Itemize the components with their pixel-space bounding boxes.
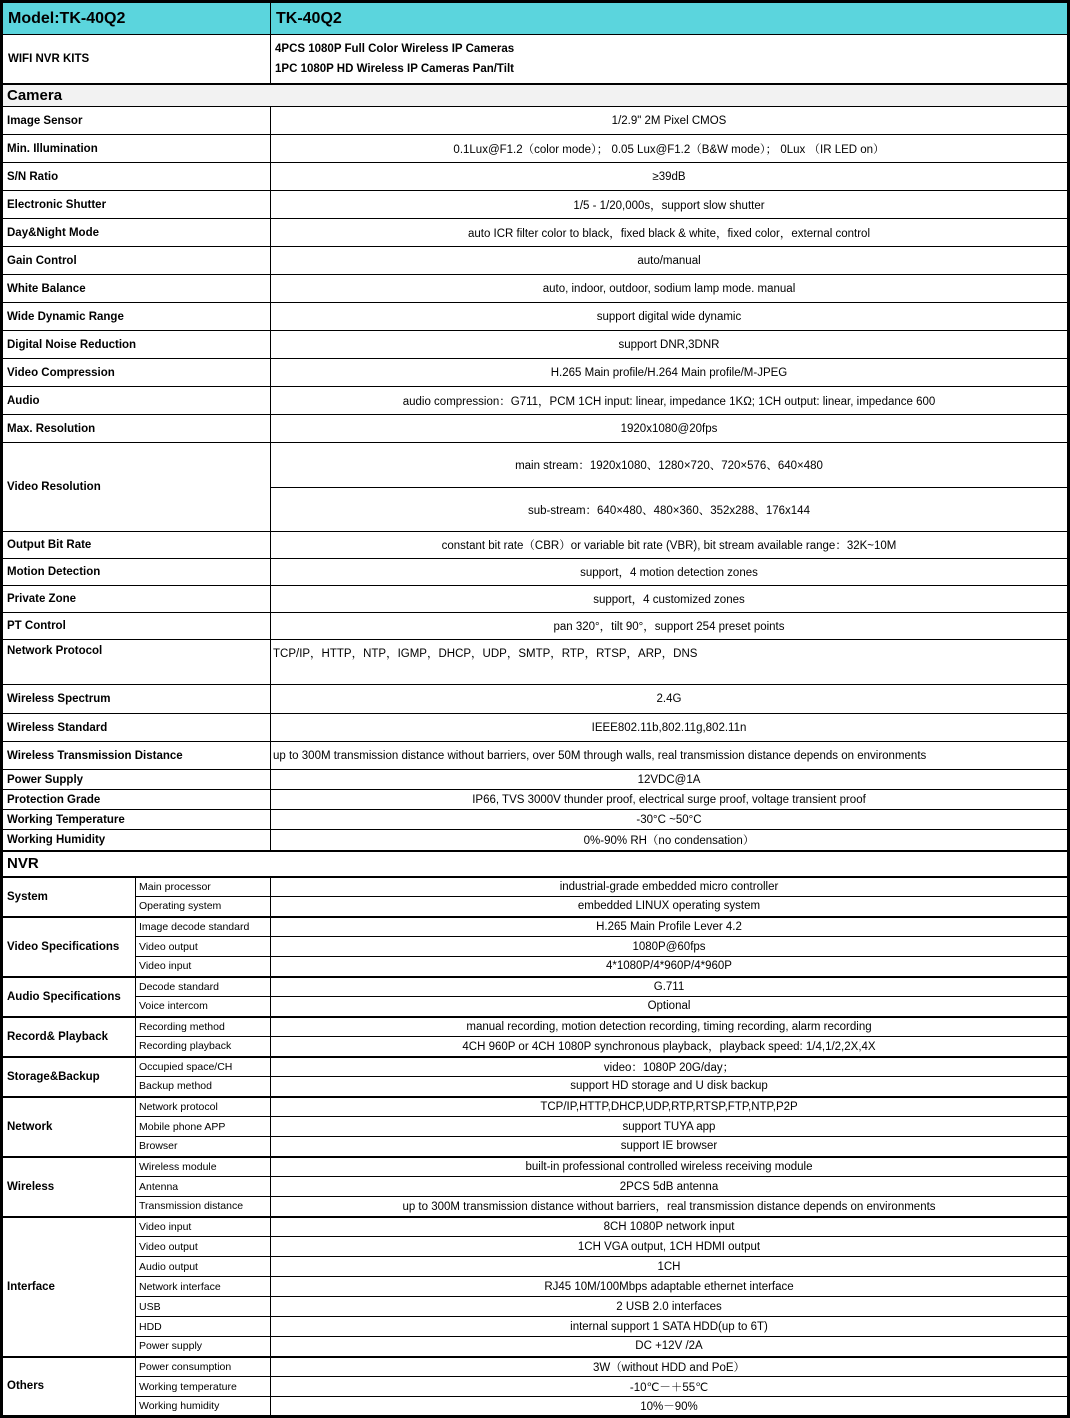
spec-label: Wide Dynamic Range: [2, 303, 271, 331]
group-label: Video Specifications: [2, 917, 136, 977]
spec-row: [2, 1277, 1069, 1297]
spec-value: pan 320°，tilt 90°，support 254 preset points: [271, 613, 1069, 640]
spec-row: [2, 1097, 1069, 1117]
sub-label: Video input: [136, 957, 271, 977]
spec-label: Wireless Standard: [2, 714, 271, 742]
spec-row: [2, 685, 1069, 714]
spec-value: support digital wide dynamic: [271, 303, 1069, 331]
spec-label: Image Sensor: [2, 107, 271, 135]
spec-row: [2, 163, 1069, 191]
spec-value: video：1080P 20G/day；: [271, 1057, 1069, 1077]
sub-label: Recording playback: [136, 1037, 271, 1057]
sub-label: Power consumption: [136, 1357, 271, 1377]
spec-value: 12VDC@1A: [271, 770, 1069, 790]
sub-label: Antenna: [136, 1177, 271, 1197]
spec-value: auto ICR filter color to black，fixed black & white，fixed color，external control: [271, 219, 1069, 247]
spec-label: Video Resolution: [2, 443, 271, 532]
spec-value: 1920x1080@20fps: [271, 415, 1069, 443]
spec-value: 1080P@60fps: [271, 937, 1069, 957]
spec-row: [2, 586, 1069, 613]
sub-label: Wireless module: [136, 1157, 271, 1177]
spec-value: -30°C ~50°C: [271, 810, 1069, 830]
spec-value-sub-stream: sub-stream：640×480、480×360、352x288、176x144: [271, 488, 1069, 532]
spec-row-video-resolution: [2, 443, 1069, 488]
spec-row: [2, 532, 1069, 559]
camera-section-row: [2, 84, 1069, 107]
section-header-nvr: NVR: [2, 851, 1069, 877]
spec-value: embedded LINUX operating system: [271, 897, 1069, 917]
spec-value: 1CH VGA output, 1CH HDMI output: [271, 1237, 1069, 1257]
spec-label: Audio: [2, 387, 271, 415]
group-label: Wireless: [2, 1157, 136, 1217]
spec-row: [2, 1117, 1069, 1137]
spec-row: [2, 714, 1069, 742]
sub-label: Voice intercom: [136, 997, 271, 1017]
spec-row: [2, 1037, 1069, 1057]
spec-row: [2, 810, 1069, 830]
spec-row: [2, 1297, 1069, 1317]
spec-label: Working Temperature: [2, 810, 271, 830]
spec-label: Min. Illumination: [2, 135, 271, 163]
spec-value: industrial-grade embedded micro controller: [271, 877, 1069, 897]
sub-label: Decode standard: [136, 977, 271, 997]
spec-row: [2, 1257, 1069, 1277]
spec-value: RJ45 10M/100Mbps adaptable ethernet interface: [271, 1277, 1069, 1297]
spec-row: [2, 247, 1069, 275]
spec-value: IEEE802.11b,802.11g,802.11n: [271, 714, 1069, 742]
sub-label: Power supply: [136, 1337, 271, 1357]
spec-value: internal support 1 SATA HDD(up to 6T): [271, 1317, 1069, 1337]
sub-label: Video output: [136, 937, 271, 957]
spec-row: [2, 1357, 1069, 1377]
spec-value: 3W（without HDD and PoE）: [271, 1357, 1069, 1377]
spec-row: [2, 640, 1069, 685]
spec-row: [2, 877, 1069, 897]
group-label: Storage&Backup: [2, 1057, 136, 1097]
sub-label: Network interface: [136, 1277, 271, 1297]
spec-row: [2, 191, 1069, 219]
spec-label: Video Compression: [2, 359, 271, 387]
spec-row: [2, 107, 1069, 135]
group-label: Audio Specifications: [2, 977, 136, 1017]
spec-value: H.265 Main profile/H.264 Main profile/M-JPEG: [271, 359, 1069, 387]
model-label-cell: Model:TK-40Q2: [2, 2, 271, 35]
kit-value-cell: [271, 35, 1069, 84]
spec-row: [2, 415, 1069, 443]
spec-value: 2 USB 2.0 interfaces: [271, 1297, 1069, 1317]
spec-row: [2, 830, 1069, 851]
spec-value: support DNR,3DNR: [271, 331, 1069, 359]
spec-row: [2, 997, 1069, 1017]
spec-value: support TUYA app: [271, 1117, 1069, 1137]
spec-row: [2, 275, 1069, 303]
spec-value: 1/2.9" 2M Pixel CMOS: [271, 107, 1069, 135]
section-header-camera: Camera: [2, 84, 1069, 107]
spec-value: TCP/IP，HTTP，NTP，IGMP，DHCP，UDP，SMTP，RTP，RTSP，ARP，DNS: [271, 640, 1069, 685]
sub-label: Mobile phone APP: [136, 1117, 271, 1137]
spec-value: auto, indoor, outdoor, sodium lamp mode. manual: [271, 275, 1069, 303]
sub-label: Working temperature: [136, 1377, 271, 1397]
spec-label: Private Zone: [2, 586, 271, 613]
spec-row: [2, 770, 1069, 790]
group-label: Network: [2, 1097, 136, 1157]
sub-label: Working humidity: [136, 1397, 271, 1417]
spec-label: Day&Night Mode: [2, 219, 271, 247]
spec-value: Optional: [271, 997, 1069, 1017]
spec-label: Power Supply: [2, 770, 271, 790]
spec-value: manual recording, motion detection recording, timing recording, alarm recording: [271, 1017, 1069, 1037]
spec-row: [2, 1057, 1069, 1077]
spec-label: Electronic Shutter: [2, 191, 271, 219]
model-value-cell: TK-40Q2: [271, 2, 1069, 35]
sub-label: Transmission distance: [136, 1197, 271, 1217]
spec-row: [2, 977, 1069, 997]
spec-label: Output Bit Rate: [2, 532, 271, 559]
spec-value: 10%－90%: [271, 1397, 1069, 1417]
kit-line-2: 1PC 1080P HD Wireless IP Cameras Pan/Tilt: [275, 62, 514, 75]
spec-row: [2, 917, 1069, 937]
spec-value: up to 300M transmission distance without barriers，real transmission distance depends on environments: [271, 1197, 1069, 1217]
spec-label: Gain Control: [2, 247, 271, 275]
spec-value: up to 300M transmission distance without barriers, over 50M through walls, real transmission distance depends on environments: [271, 742, 1069, 770]
spec-row: [2, 1237, 1069, 1257]
spec-row: [2, 1217, 1069, 1237]
spec-row: [2, 1157, 1069, 1177]
spec-value: 4*1080P/4*960P/4*960P: [271, 957, 1069, 977]
sub-label: USB: [136, 1297, 271, 1317]
spec-value: 8CH 1080P network input: [271, 1217, 1069, 1237]
spec-value: 0%-90% RH（no condensation）: [271, 830, 1069, 851]
spec-value: G.711: [271, 977, 1069, 997]
sub-label: Backup method: [136, 1077, 271, 1097]
spec-row: [2, 303, 1069, 331]
spec-label: Wireless Transmission Distance: [2, 742, 271, 770]
sub-label: Browser: [136, 1137, 271, 1157]
spec-row: [2, 742, 1069, 770]
spec-value: DC +12V /2A: [271, 1337, 1069, 1357]
spec-value: 0.1Lux@F1.2（color mode）； 0.05 Lux@F1.2（B&W mode）； 0Lux （IR LED on）: [271, 135, 1069, 163]
spec-value: 4CH 960P or 4CH 1080P synchronous playback，playback speed: 1/4,1/2,2X,4X: [271, 1037, 1069, 1057]
spec-label: Max. Resolution: [2, 415, 271, 443]
sub-label: Video input: [136, 1217, 271, 1237]
spec-row: [2, 1337, 1069, 1357]
spec-row: [2, 790, 1069, 810]
spec-row: [2, 897, 1069, 917]
spec-row: [2, 1377, 1069, 1397]
spec-row: [2, 387, 1069, 415]
group-label: Record& Playback: [2, 1017, 136, 1057]
spec-value: ≥39dB: [271, 163, 1069, 191]
kit-label-cell: WIFI NVR KITS: [2, 35, 271, 84]
spec-label: Digital Noise Reduction: [2, 331, 271, 359]
nvr-section-row: [2, 851, 1069, 877]
spec-value: built-in professional controlled wireless receiving module: [271, 1157, 1069, 1177]
spec-value: IP66, TVS 3000V thunder proof, electrical surge proof, voltage transient proof: [271, 790, 1069, 810]
spec-row: [2, 135, 1069, 163]
sub-label: Operating system: [136, 897, 271, 917]
spec-row: [2, 957, 1069, 977]
spec-row: [2, 359, 1069, 387]
spec-row: [2, 613, 1069, 640]
spec-label: PT Control: [2, 613, 271, 640]
spec-row: [2, 1397, 1069, 1417]
spec-value: support，4 customized zones: [271, 586, 1069, 613]
spec-value: audio compression：G711，PCM 1CH input: linear, impedance 1KΩ; 1CH output: linear, impedance 600: [271, 387, 1069, 415]
spec-row: [2, 937, 1069, 957]
spec-value: H.265 Main Profile Lever 4.2: [271, 917, 1069, 937]
spec-label: Protection Grade: [2, 790, 271, 810]
spec-value: 1CH: [271, 1257, 1069, 1277]
spec-label: Wireless Spectrum: [2, 685, 271, 714]
spec-value: TCP/IP,HTTP,DHCP,UDP,RTP,RTSP,FTP,NTP,P2P: [271, 1097, 1069, 1117]
spec-value: support，4 motion detection zones: [271, 559, 1069, 586]
spec-row: [2, 1077, 1069, 1097]
kit-line-1: 4PCS 1080P Full Color Wireless IP Cameras: [275, 42, 515, 55]
spec-value: -10℃－＋55℃: [271, 1377, 1069, 1397]
sub-label: Occupied space/CH: [136, 1057, 271, 1077]
kit-row: [2, 35, 1069, 84]
group-label: Others: [2, 1357, 136, 1417]
sub-label: Image decode standard: [136, 917, 271, 937]
spec-value: 2.4G: [271, 685, 1069, 714]
spec-row: [2, 559, 1069, 586]
spec-row: [2, 331, 1069, 359]
spec-row: [2, 1017, 1069, 1037]
group-label: Interface: [2, 1217, 136, 1357]
sub-label: Audio output: [136, 1257, 271, 1277]
sub-label: Network protocol: [136, 1097, 271, 1117]
spec-row: [2, 1317, 1069, 1337]
spec-value: auto/manual: [271, 247, 1069, 275]
spec-row: [2, 1197, 1069, 1217]
spec-value: support HD storage and U disk backup: [271, 1077, 1069, 1097]
spec-label: Network Protocol: [2, 640, 271, 685]
spec-row: [2, 1137, 1069, 1157]
sub-label: Recording method: [136, 1017, 271, 1037]
spec-value: 2PCS 5dB antenna: [271, 1177, 1069, 1197]
spec-label: S/N Ratio: [2, 163, 271, 191]
spec-value: constant bit rate（CBR）or variable bit rate (VBR), bit stream available range：32K~10M: [271, 532, 1069, 559]
spec-row: [2, 219, 1069, 247]
spec-row: [2, 1177, 1069, 1197]
spec-value-main-stream: main stream：1920x1080、1280×720、720×576、640×480: [271, 443, 1069, 488]
sub-label: Main processor: [136, 877, 271, 897]
model-header-row: [2, 2, 1069, 35]
spec-label: Working Humidity: [2, 830, 271, 851]
spec-label: White Balance: [2, 275, 271, 303]
sub-label: Video output: [136, 1237, 271, 1257]
spec-value: 1/5 - 1/20,000s，support slow shutter: [271, 191, 1069, 219]
spec-label: Motion Detection: [2, 559, 271, 586]
spec-value: support IE browser: [271, 1137, 1069, 1157]
group-label: System: [2, 877, 136, 917]
sub-label: HDD: [136, 1317, 271, 1337]
